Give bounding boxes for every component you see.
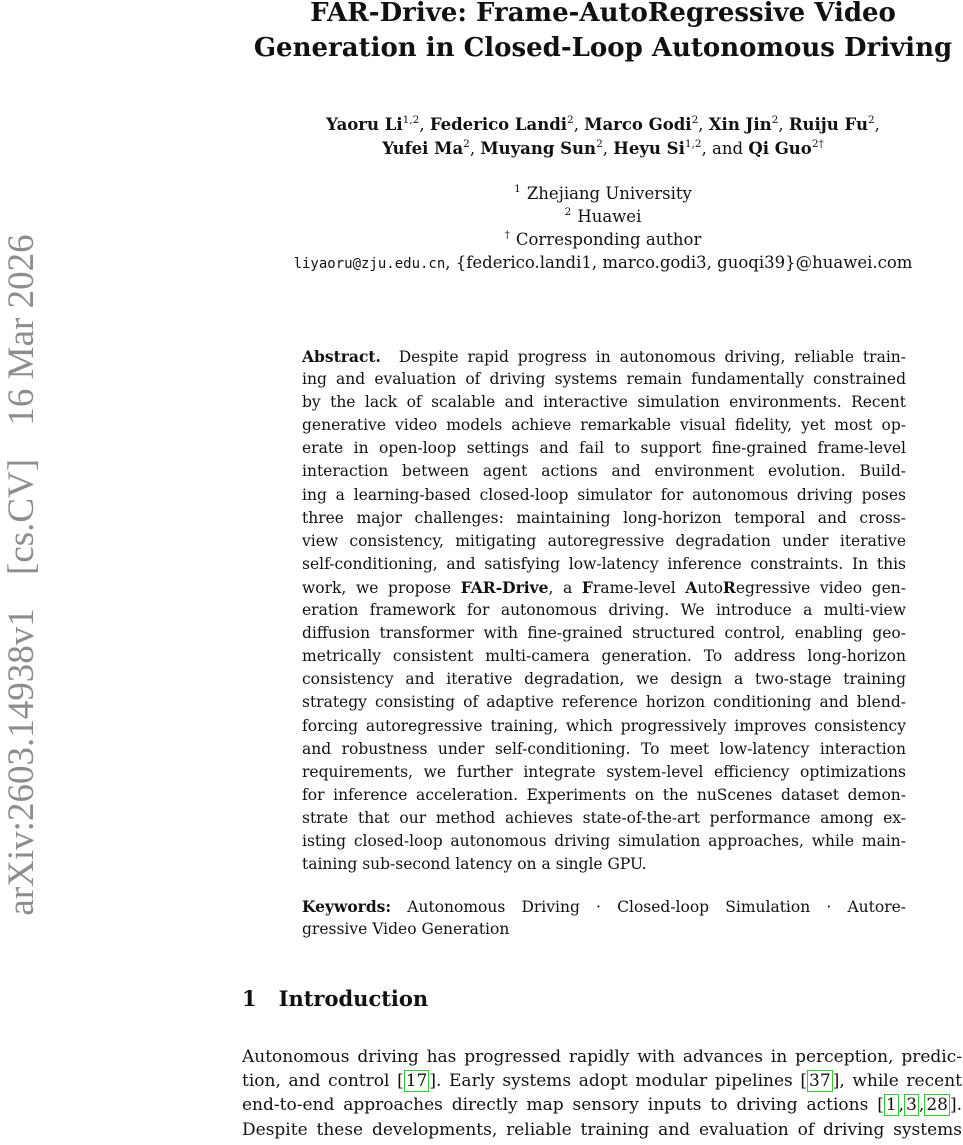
intro-line: Autonomous driving has progressed rapidly with advances in perception, predic- [242,1047,962,1067]
affiliation-2 [240,205,963,228]
abstract-line: metrically consistent multi-camera generation. To address long-horizon [302,647,906,666]
keywords-line-1 [302,895,906,918]
abstract-line: ing a learning-based closed-loop simulator for autonomous driving poses [302,485,906,504]
keyword: Closed-loop Simulation [617,898,811,916]
author-sep: , [573,115,585,134]
abstract-label: Abstract. [302,347,381,366]
author-list [240,113,963,161]
abstract-line: three major challenges: maintaining long-horizon temporal and cross- [302,508,906,527]
keywords [302,895,906,941]
citation-link[interactable]: 17 [405,1071,428,1092]
introduction-text [242,1045,962,1142]
intro-text: end-to-end approaches directly map sensory inputs to driving actions [ [242,1095,884,1116]
title-line-1: FAR-Drive: Frame-AutoRegressive Video [310,0,896,28]
title-line-2: Generation in Closed-Loop Autonomous Driving [253,33,953,63]
abstract-text: rame-level [592,578,686,597]
abstract-text: Despite rapid progress in autonomous driving, reliable train- [398,348,906,366]
author-sep: , [874,115,880,134]
abstract-text: , a [548,578,582,597]
abstract-line: consistency and iterative degradation, we design a two-stage training [302,670,906,689]
abstract-line: strategy consisting of adaptive reference horizon conditioning and blend- [302,693,906,712]
author-affil-sup: 2 [867,114,875,126]
author-name: Ruiju Fu [788,115,868,134]
abstract-line: self-conditioning, and satisfying low-latency inference constraints. In this [302,554,906,573]
author-sep: , [778,115,789,134]
keyword-separator: · [826,898,832,916]
abstract-line: forcing autoregressive training, which progressively improves consistency [302,716,906,735]
paper-title [240,0,963,66]
section-heading-introduction [242,986,428,1011]
abstract-line [302,576,906,599]
arxiv-date: 16 Mar 2026 [1,234,42,426]
abstract-line: view consistency, mitigating autoregressive degradation under iterative [302,531,906,550]
author-affil-sup: 2 [596,138,603,150]
author-name: Muyang Sun [480,139,597,158]
author-sep: , [698,115,709,134]
author-name: Heyu Si [613,139,685,158]
intro-text: , [918,1095,925,1116]
abstract-text: egressive video gen- [735,578,906,597]
arxiv-category: [cs.CV] [1,458,42,575]
affil-sup: † [504,229,510,241]
intro-text: , [898,1095,905,1116]
abstract-line: ing and evaluation of driving systems remain fundamentally constrained [302,370,906,389]
author-affil-sup: 1,2 [684,138,702,150]
author-name: Yaoru Li [326,115,403,134]
keywords-label: Keywords: [302,897,392,916]
acronym-letter: A [685,577,698,597]
author-sep: , [469,139,481,158]
author-affil-sup: 2 [567,114,574,126]
keywords-line-2: gressive Video Generation [302,920,510,938]
author-line-1 [240,113,963,137]
author-affil-sup: 2 [771,114,779,126]
affiliation-1 [240,182,963,205]
author-line-2 [240,137,963,161]
author-name: Marco Godi [584,115,692,134]
abstract-line: erate in open-loop settings and fail to support fine-grained frame-level [302,439,906,458]
section-number: 1 [242,986,257,1011]
author-sep: , and [701,139,749,158]
abstract-line: strate that our method achieves state-of-the-art performance among ex- [302,808,906,827]
author-affil-sup: 2 [463,138,470,150]
author-name: Qi Guo [748,139,812,158]
affil-text: Corresponding author [515,230,702,249]
intro-text: ]. [949,1095,962,1116]
abstract-line: requirements, we further integrate system-level efficiency optimizations [302,762,906,781]
abstract-line: taining sub-second latency on a single GPU. [302,855,647,874]
abstract-text: uto [697,578,723,597]
citation-link[interactable]: 37 [809,1071,831,1092]
author-sep: , [602,139,614,158]
abstract-line: generative video models achieve remarkable visual fidelity, yet most op- [302,416,906,435]
author-name: Yufei Ma [382,139,464,158]
intro-text: tion, and control [242,1071,398,1092]
citation-link[interactable]: 1 [885,1095,897,1116]
author-sep: , [419,115,430,134]
abstract-line: eration framework for autonomous driving. We introduce a multi-view [302,601,906,620]
acronym-letter: R [722,577,736,597]
intro-text: , while recent [839,1071,962,1092]
abstract-line [302,345,906,368]
arxiv-id[interactable]: arXiv:2603.14938v1 [1,608,42,916]
abstract-line: for inference acceleration. Experiments on the nuScenes dataset demon- [302,785,906,804]
citation-link[interactable]: 3 [906,1095,917,1116]
other-emails[interactable]: , {federico.landi1, marco.godi3, guoqi39}@huawei.com [445,253,913,272]
affil-sup: 1 [514,183,521,195]
acronym-letter: F [581,577,593,597]
intro-text: . Early systems adopt modular pipelines [435,1071,801,1092]
author-affil-sup: 2† [811,138,824,150]
intro-line: Despite these developments, reliable training and evaluation of driving systems [242,1119,962,1140]
abstract-line: diffusion transformer with fine-grained structured control, enabling geo- [302,624,906,643]
abstract-line: and robustness under self-conditioning. To meet low-latency interaction [302,739,906,758]
abstract-line: by the lack of scalable and interactive simulation environments. Recent [302,393,906,412]
author-name: Xin Jin [708,115,772,134]
citation-link[interactable]: 28 [926,1095,948,1116]
keyword-separator: · [596,898,601,916]
section-title: Introduction [278,986,429,1011]
author-affil-sup: 1,2 [402,114,420,126]
abstract-text: work, we propose [302,578,461,597]
keyword: Autore- [847,898,907,916]
author-name: Federico Landi [429,115,568,134]
primary-email[interactable]: liyaoru@zju.edu.cn [293,256,446,272]
author-affil-sup: 2 [691,114,699,126]
abstract-line: interaction between agent actions and environment evolution. Build- [302,462,906,481]
intro-line [242,1093,962,1117]
affiliations [240,182,963,276]
affiliation-3 [240,228,963,251]
email-line [240,251,963,276]
arxiv-sidebar-stamp [0,115,44,1035]
affil-sup: 2 [564,206,572,218]
intro-line: tion, and control [ 17 ]. Early systems adopt modular pipelines [ 37 ], while recent [242,1071,962,1092]
keyword: Autonomous Driving [407,898,580,916]
affil-text: Zhejiang University [526,184,692,203]
abstract-line: isting closed-loop autonomous driving simulation approaches, while main- [302,831,906,850]
abstract [302,345,906,876]
method-name: FAR-Drive [460,577,549,597]
affil-text: Huawei [577,207,642,226]
